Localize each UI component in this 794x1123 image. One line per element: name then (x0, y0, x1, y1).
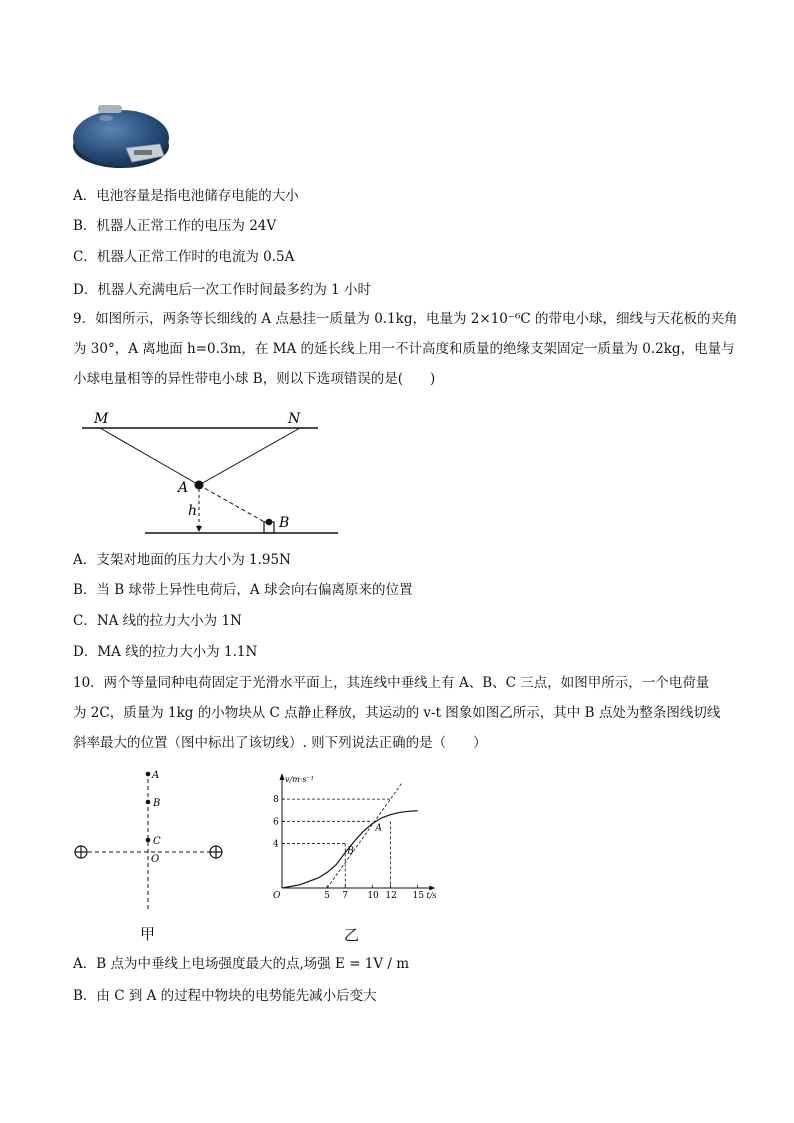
label-n: N (288, 411, 301, 427)
origin-label: O (273, 891, 281, 901)
label-h: h (188, 503, 198, 519)
string-na (199, 428, 300, 485)
robot-vacuum-image (70, 98, 172, 170)
ball-a (195, 481, 204, 490)
q8-option-d: D．机器人充满电后一次工作时间最多约为 1 小时 (73, 282, 371, 298)
label-m: M (94, 411, 109, 427)
q9-stem-line: 9．如图所示，两条等长细线的 A 点悬挂一质量为 0.1kg，电量为 2×10⁻⁶C 的带电小球，细线与天花板的夹角 (73, 311, 738, 327)
y-tick-label: 4 (273, 839, 279, 850)
x-tick-label: 10 (367, 891, 379, 901)
q10-option-a: A．B 点为中垂线上电场强度最大的点,场强 E = 1V / m (73, 956, 410, 972)
q9-figure (80, 406, 340, 536)
y-axis-arrow (280, 773, 285, 780)
label-a: A (152, 770, 160, 781)
x-axis-label: t/s (426, 891, 437, 900)
q10-figure-jia (70, 766, 230, 944)
height-arrow (196, 526, 202, 532)
y-tick-label: 8 (273, 795, 279, 806)
x-tick-label: 15 (412, 891, 424, 901)
point-c (146, 838, 151, 843)
caption-yi: 乙 (344, 926, 360, 944)
q9-option-c: C．NA 线的拉力大小为 1N (73, 613, 242, 629)
tangent-line (327, 783, 402, 888)
y-axis-label: v/m·s⁻¹ (285, 775, 314, 784)
point-label-a: A (375, 823, 382, 834)
extension-line (199, 485, 268, 524)
q10-figure-yi-chart (260, 770, 440, 945)
q9-option-a: A．支架对地面的压力大小为 1.95N (73, 552, 291, 568)
caption-jia: 甲 (140, 925, 156, 943)
q9-option-d: D．MA 线的拉力大小为 1.1N (73, 644, 258, 660)
label-a: A (178, 480, 189, 496)
point-b (146, 800, 151, 805)
x-tick-label: 7 (342, 891, 348, 901)
q10-stem-line: 为 2C，质量为 1kg 的小物块从 C 点静止释放，其运动的 v-t 图象如图乙所示，其中 B 点处为整条图线切线 (73, 705, 721, 721)
y-tick-label: 6 (273, 817, 279, 828)
left-charge-icon (75, 846, 87, 858)
x-axis-arrow (429, 886, 435, 891)
label-b: B (153, 798, 161, 809)
ball-b (266, 519, 273, 526)
point-a (146, 772, 151, 777)
point-label-b: B (347, 846, 354, 857)
label-c: C (153, 836, 161, 847)
q10-stem-line: 10．两个等量同种电荷固定于光滑水平面上，其连线中垂线上有 A、B、C 三点，如图甲所示，一个电荷量 (73, 675, 710, 691)
q8-option-b: B．机器人正常工作的电压为 24V (73, 218, 277, 234)
string-ma (100, 428, 199, 485)
q9-stem-line: 小球电量相等的异性带电小球 B，则以下选项错误的是( ) (73, 371, 436, 387)
right-charge-icon (210, 846, 222, 858)
q9-stem-line: 为 30°，A 离地面 h=0.3m，在 MA 的延长线上用一不计高度和质量的绝缘支架固定一质量为 0.2kg，电量与 (73, 341, 735, 357)
label-o: O (151, 854, 160, 865)
label-b: B (279, 515, 290, 531)
q8-option-a: A．电池容量是指电池储存电能的大小 (73, 188, 299, 204)
q9-option-b: B．当 B 球带上异性电荷后，A 球会向右偏离原来的位置 (73, 582, 413, 598)
q9-stem (73, 304, 738, 394)
q8-option-c: C．机器人正常工作时的电流为 0.5A (73, 249, 295, 265)
q10-stem (73, 668, 723, 758)
x-tick-label: 5 (324, 891, 330, 901)
x-tick-label: 12 (385, 891, 397, 901)
q10-option-b: B．由 C 到 A 的过程中物块的电势能先减小后变大 (73, 988, 377, 1004)
q10-stem-line: 斜率最大的位置（图中标出了该切线）. 则下列说法正确的是（ ） (73, 735, 487, 751)
